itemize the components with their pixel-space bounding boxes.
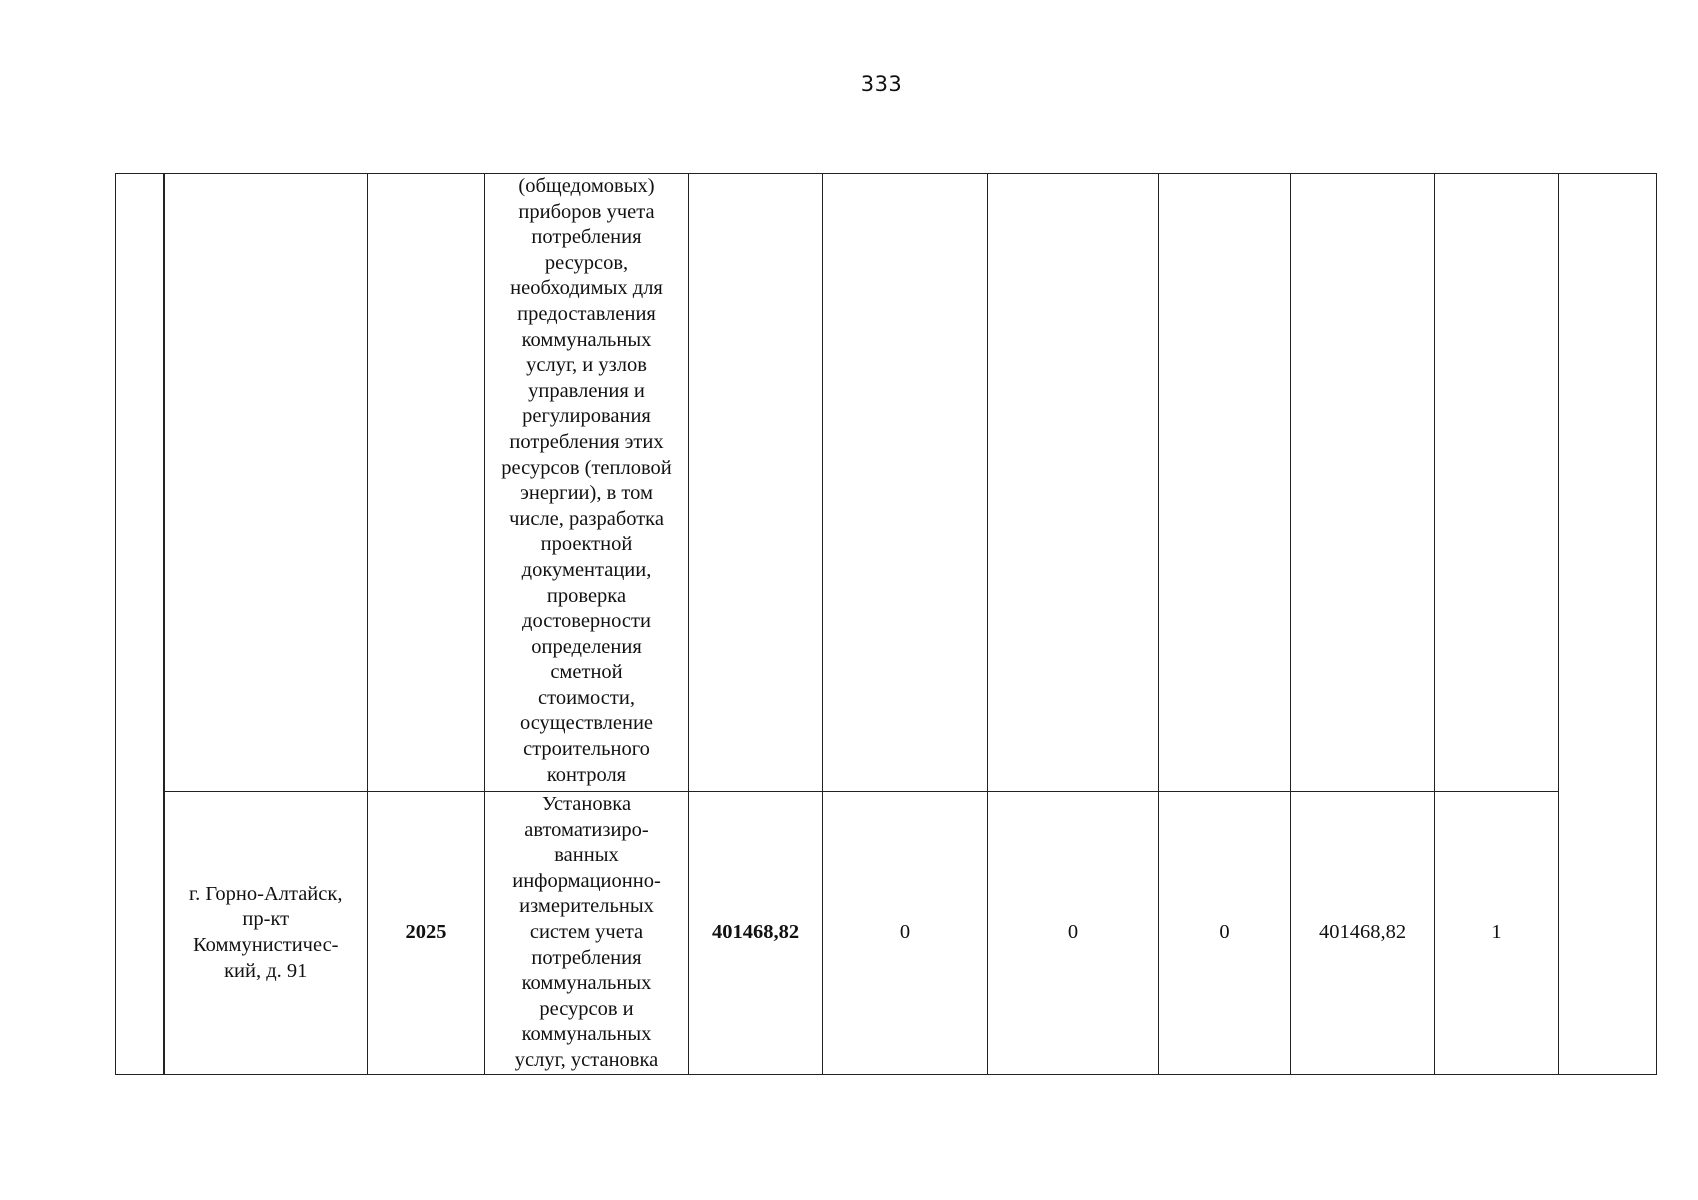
work-description-cell — [485, 174, 689, 792]
local-funds-cell — [1159, 174, 1291, 792]
address-cell — [164, 174, 368, 792]
page-number: 333 — [860, 72, 903, 96]
count-cell — [1435, 174, 1559, 792]
federal-funds-cell — [823, 174, 988, 792]
owner-funds-text: 401468,82 — [1318, 921, 1407, 944]
local-funds-text: 0 — [1219, 921, 1230, 944]
year-cell — [368, 792, 485, 1075]
table-row — [116, 174, 1657, 792]
year-text: 2025 — [405, 921, 447, 944]
regional-funds-cell — [988, 792, 1159, 1075]
row-number-cell — [116, 174, 164, 1075]
work-description-cell — [485, 792, 689, 1075]
owner-funds-cell — [1291, 792, 1435, 1075]
program-table — [115, 173, 1657, 1075]
total-cost-cell — [689, 174, 823, 792]
federal-funds-cell — [823, 792, 988, 1075]
work-description-text: Установка автоматизиро- ванных информационно- измерительных систем учета потребления коммунальных ресурсов и коммунальных услуг, установка — [512, 793, 661, 1071]
total-cost-cell — [689, 792, 823, 1075]
year-cell — [368, 174, 485, 792]
federal-funds-text: 0 — [899, 921, 911, 944]
address-cell — [164, 792, 368, 1075]
count-cell — [1435, 792, 1559, 1075]
count-text: 1 — [1491, 921, 1502, 944]
table-row — [116, 792, 1657, 1075]
regional-funds-cell — [988, 174, 1159, 792]
local-funds-cell — [1159, 792, 1291, 1075]
owner-funds-cell — [1291, 174, 1435, 792]
total-cost-text: 401468,82 — [711, 921, 800, 944]
regional-funds-text: 0 — [1067, 921, 1079, 944]
notes-cell — [1559, 174, 1657, 1075]
work-description-text: (общедомовых) приборов учета потребления ресурсов, необходимых для предоставления коммунальных услуг, и узлов управления и регулирования потребления этих ресурсов (тепловой энергии), в том числе, разработка проектной документации, проверка достоверности определения сметной стоимости, осуществление строительного контроля — [501, 175, 672, 786]
address-text: г. Горно-Алтайск, пр-кт Коммунистичес- кий, д. 91 — [189, 882, 343, 982]
